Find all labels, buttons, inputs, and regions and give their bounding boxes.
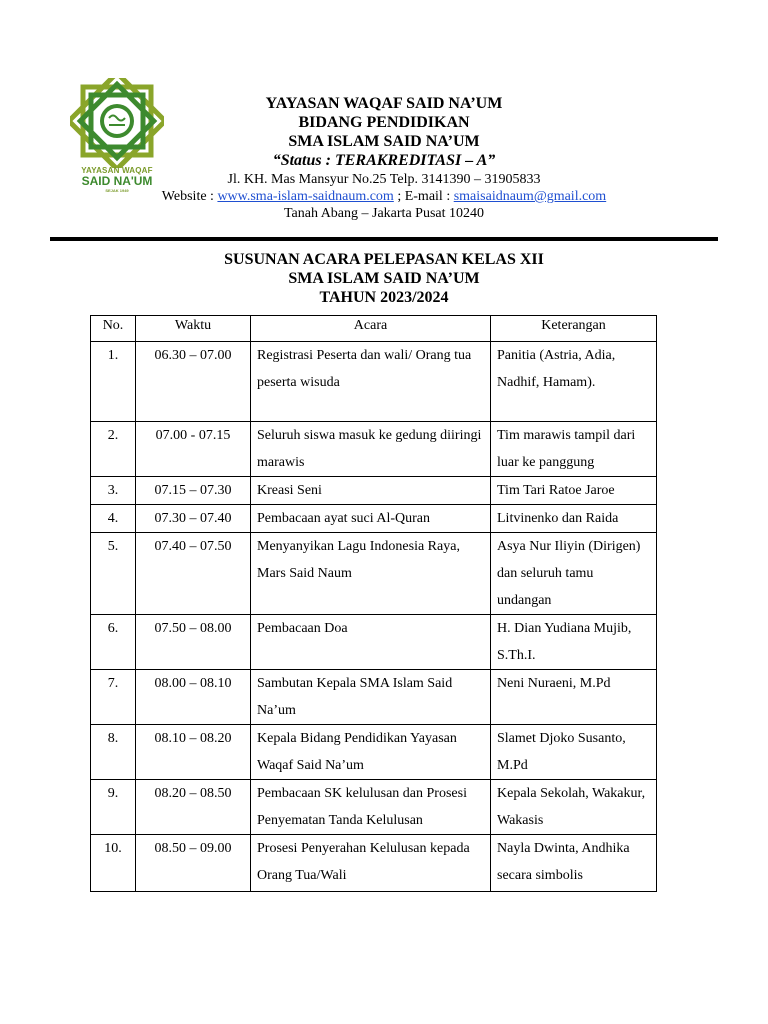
logo-caption-sub: SEJAK 1949	[105, 188, 129, 193]
row-no: 5.	[91, 533, 136, 615]
row-time: 08.50 – 09.00	[136, 835, 251, 892]
row-event: Sambutan Kepala SMA Islam Said Na’um	[251, 670, 491, 725]
table-row	[91, 342, 657, 422]
row-note: Kepala Sekolah, Wakakur, Wakasis	[491, 780, 657, 835]
table-row	[91, 780, 657, 835]
letterhead-divider	[50, 237, 718, 241]
table-row	[91, 670, 657, 725]
row-note: Neni Nuraeni, M.Pd	[491, 670, 657, 725]
table-row	[91, 505, 657, 533]
document-title	[100, 250, 668, 307]
table-row	[91, 477, 657, 505]
logo-caption-top: YAYASAN WAQAF	[81, 166, 153, 175]
table-row	[91, 725, 657, 780]
row-note: Nayla Dwinta, Andhika secara simbolis	[491, 835, 657, 892]
row-event: Menyanyikan Lagu Indonesia Raya, Mars Said Naum	[251, 533, 491, 615]
row-note: Slamet Djoko Susanto, M.Pd	[491, 725, 657, 780]
header-time: Waktu	[136, 316, 251, 342]
accreditation-status: “Status : TERAKREDITASI – A”	[272, 152, 496, 169]
row-time: 08.20 – 08.50	[136, 780, 251, 835]
table-header-row	[91, 316, 657, 342]
logo-caption-main: SAID NA'UM	[81, 174, 153, 188]
row-event: Kepala Bidang Pendidikan Yayasan Waqaf Said Na’um	[251, 725, 491, 780]
row-no: 10.	[91, 835, 136, 892]
email-label: ; E-mail :	[393, 189, 454, 204]
row-note: Asya Nur Iliyin (Dirigen) dan seluruh tamu undangan	[491, 533, 657, 615]
row-no: 7.	[91, 670, 136, 725]
row-no: 8.	[91, 725, 136, 780]
title-line-2: SMA ISLAM SAID NA’UM	[288, 270, 480, 287]
city-line: Tanah Abang – Jakarta Pusat 10240	[283, 206, 485, 221]
table-row	[91, 835, 657, 892]
row-event: Seluruh siswa masuk ke gedung diiringi marawis	[251, 422, 491, 477]
row-no: 2.	[91, 422, 136, 477]
row-note: H. Dian Yudiana Mujib, S.Th.I.	[491, 615, 657, 670]
row-time: 08.10 – 08.20	[136, 725, 251, 780]
school-name: SMA ISLAM SAID NA’UM	[288, 133, 480, 150]
schedule-table	[90, 315, 657, 892]
row-event: Pembacaan Doa	[251, 615, 491, 670]
address: Jl. KH. Mas Mansyur No.25 Telp. 3141390 – 31905833	[227, 172, 541, 187]
row-event: Kreasi Seni	[251, 477, 491, 505]
title-line-1: SUSUNAN ACARA PELEPASAN KELAS XII	[224, 251, 544, 268]
table-row	[91, 422, 657, 477]
row-note: Litvinenko dan Raida	[491, 505, 657, 533]
row-no: 3.	[91, 477, 136, 505]
row-no: 1.	[91, 342, 136, 422]
row-time: 06.30 – 07.00	[136, 342, 251, 422]
row-no: 9.	[91, 780, 136, 835]
header-no: No.	[91, 316, 136, 342]
website-link[interactable]: www.sma-islam-saidnaum.com	[217, 189, 394, 204]
website-label: Website :	[161, 189, 218, 204]
row-note: Tim marawis tampil dari luar ke panggung	[491, 422, 657, 477]
row-note: Panitia (Astria, Adia, Nadhif, Hamam).	[491, 342, 657, 422]
row-event: Pembacaan SK kelulusan dan Prosesi Penyematan Tanda Kelulusan	[251, 780, 491, 835]
title-line-3: TAHUN 2023/2024	[319, 289, 449, 306]
row-note: Tim Tari Ratoe Jaroe	[491, 477, 657, 505]
email-link[interactable]: smaisaidnaum@gmail.com	[453, 189, 607, 204]
header-event: Acara	[251, 316, 491, 342]
row-time: 07.15 – 07.30	[136, 477, 251, 505]
row-time: 07.00 - 07.15	[136, 422, 251, 477]
table-row	[91, 615, 657, 670]
row-time: 08.00 – 08.10	[136, 670, 251, 725]
contact-line	[100, 188, 668, 205]
row-event: Registrasi Peserta dan wali/ Orang tua peserta wisuda	[251, 342, 491, 422]
header-note: Keterangan	[491, 316, 657, 342]
division-name: BIDANG PENDIDIKAN	[298, 114, 470, 131]
letterhead	[100, 94, 668, 222]
row-time: 07.40 – 07.50	[136, 533, 251, 615]
row-time: 07.30 – 07.40	[136, 505, 251, 533]
row-event: Pembacaan ayat suci Al-Quran	[251, 505, 491, 533]
foundation-name: YAYASAN WAQAF SAID NA’UM	[265, 95, 503, 112]
row-event: Prosesi Penyerahan Kelulusan kepada Orang Tua/Wali	[251, 835, 491, 892]
row-no: 6.	[91, 615, 136, 670]
row-time: 07.50 – 08.00	[136, 615, 251, 670]
table-row	[91, 533, 657, 615]
row-no: 4.	[91, 505, 136, 533]
